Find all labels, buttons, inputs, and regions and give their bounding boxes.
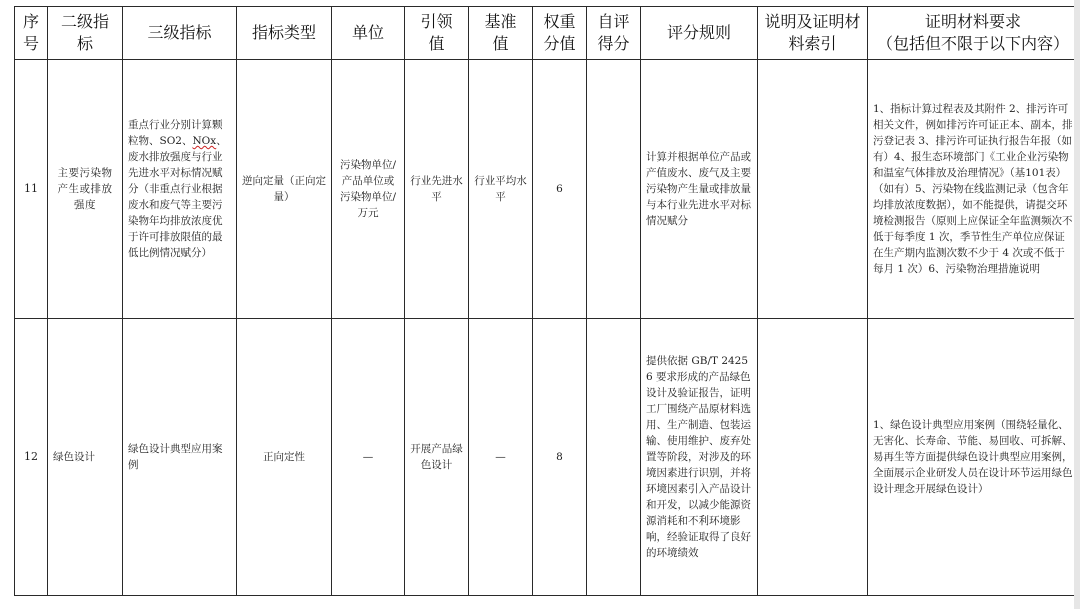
header-type: 指标类型 [237, 7, 332, 60]
indicator-table [14, 6, 1079, 596]
cell-lead: 行业先进水平 [405, 60, 469, 319]
cell-ref[interactable] [758, 60, 868, 319]
cell-lead: 开展产品绿色设计 [405, 319, 469, 596]
cell-unit: 污染物单位/产品单位或污染物单位/万元 [332, 60, 405, 319]
header-weight: 权重 分值 [533, 7, 587, 60]
header-unit: 单位 [332, 7, 405, 60]
cell-seq: 12 [15, 319, 48, 596]
cell-req: 1、绿色设计典型应用案例（围绕轻量化、无害化、长寿命、节能、易回收、可拆解、易再生等方面提供绿色设计典型应用案例，全面展示企业研发人员在设计环节运用绿色设计理念开展绿色设计） [868, 319, 1079, 596]
cell-level2: 主要污染物产生或排放强度 [48, 60, 123, 319]
cell-base: — [469, 319, 533, 596]
table-row [15, 60, 1079, 319]
header-level3: 三级指标 [123, 7, 237, 60]
spellcheck-mark: NOx [192, 135, 217, 147]
cell-level3: 绿色设计典型应用案例 [123, 319, 237, 596]
cell-ref[interactable] [758, 319, 868, 596]
cell-self-score[interactable] [587, 60, 641, 319]
header-req: 证明材料要求 （包括但不限于以下内容） [868, 7, 1079, 60]
cell-type: 逆向定量（正向定量） [237, 60, 332, 319]
header-base: 基准 值 [469, 7, 533, 60]
cell-weight: 8 [533, 319, 587, 596]
cell-type: 正向定性 [237, 319, 332, 596]
table-row [15, 319, 1079, 596]
window-edge-shadow [1074, 0, 1080, 609]
cell-req: 1、指标计算过程表及其附件 2、排污许可相关文件，例如排污许可证正本、副本，排污登记表 3、排污许可证执行报告年报（如有）4、报生态环境部门《工业企业污染物和温室气体排放及治理情况》（基101表）（如有）5、污染物在线监测记录（包含年均排放浓度数据），如不能提供，请提交环境检测报告（原则上应保证全年监测频次不低于每季度 1 次，季节性生产单位应保证在生产期内监测次数不少于 4 次或不低于每月 1 次）6、污染物治理措施说明 [868, 60, 1079, 319]
cell-unit: — [332, 319, 405, 596]
cell-level3: 重点行业分别计算颗粒物、SO2、NOx、废水排放强度与行业先进水平对标情况赋分（非重点行业根据废水和废气等主要污染物年均排放浓度优于许可排放限值的最低比例情况赋分） [123, 60, 237, 319]
indicator-table-sheet [14, 6, 1079, 596]
header-row [15, 7, 1079, 60]
cell-rule: 提供依据 GB/T 24256 要求形成的产品绿色设计及验证报告，证明工厂围绕产品原材料选用、生产制造、包装运输、使用维护、废弃处置等阶段，对涉及的环境因素进行识别，并将环境因素引入产品设计和开发，以减少能源资源消耗和不利环境影响，经验证取得了良好的环境绩效 [641, 319, 758, 596]
cell-self-score[interactable] [587, 319, 641, 596]
cell-rule: 计算并根据单位产品或产值废水、废气及主要污染物产生量或排放量与本行业先进水平对标情况赋分 [641, 60, 758, 319]
header-lead: 引领 值 [405, 7, 469, 60]
header-rule: 评分规则 [641, 7, 758, 60]
cell-level2: 绿色设计 [48, 319, 123, 596]
header-level2: 二级指 标 [48, 7, 123, 60]
header-self: 自评 得分 [587, 7, 641, 60]
cell-base: 行业平均水平 [469, 60, 533, 319]
header-ref: 说明及证明材 料索引 [758, 7, 868, 60]
cell-weight: 6 [533, 60, 587, 319]
cell-seq: 11 [15, 60, 48, 319]
header-seq: 序 号 [15, 7, 48, 60]
